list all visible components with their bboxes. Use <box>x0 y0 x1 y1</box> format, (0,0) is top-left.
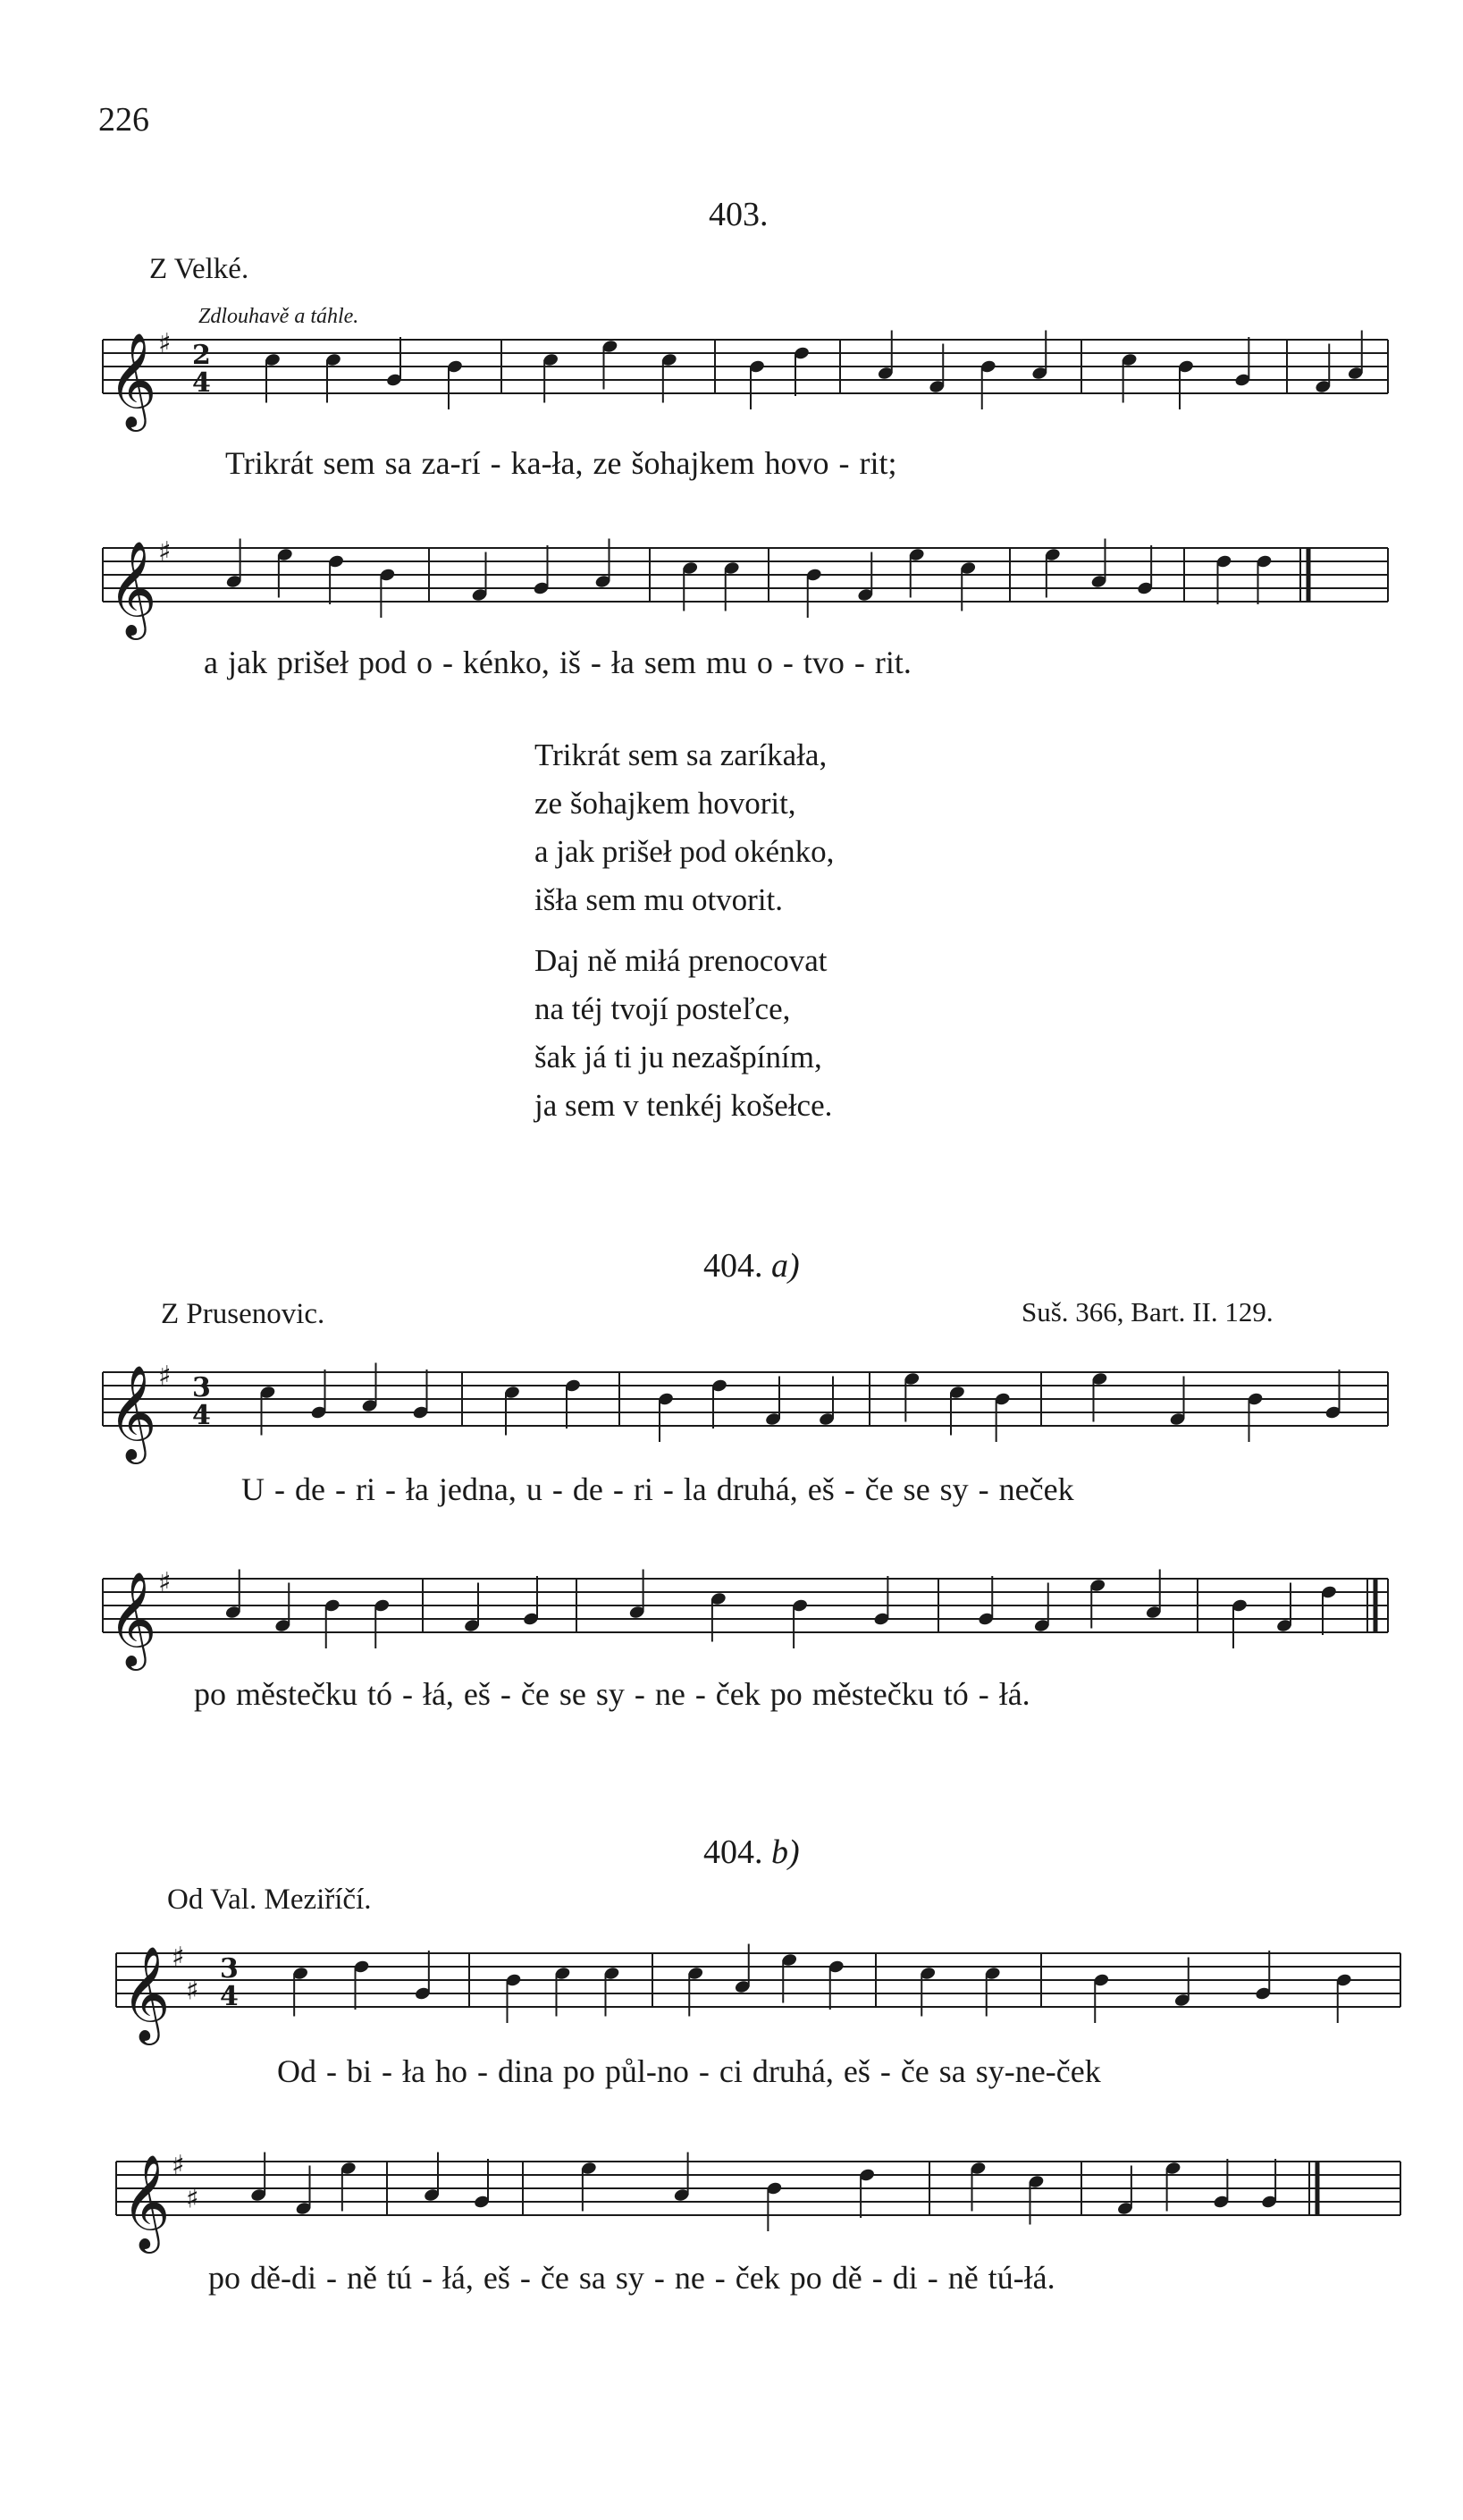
song-404b-lyrics-line-2: po dě-di - ně tú - łá, eš - če sa sy - ne - ček po dě - di - ně tú-łá. <box>208 2260 1055 2296</box>
verse-line: Trikrát sem sa zaríkała, <box>534 737 828 772</box>
sharp-icon: ♯ <box>158 1361 172 1392</box>
song-404a-lyrics-line-1: U - de - ri - ła jedna, u - de - ri - la druhá, eš - če se sy - neček <box>241 1471 1074 1507</box>
time-signature-denominator: 4 <box>192 1400 211 1431</box>
song-404a-variant: a) <box>771 1247 800 1285</box>
time-signature-numerator: 3 <box>220 1953 239 1985</box>
song-404b-lyrics-line-1: Od - bi - ła ho - dina po půl-no - ci druhá, eš - če sa sy-ne-ček <box>277 2053 1101 2089</box>
time-signature-denominator: 4 <box>192 367 211 399</box>
treble-clef-icon: 𝄞 <box>122 1945 171 2041</box>
song-404a-number-value: 404. <box>703 1247 763 1285</box>
song-403-lyrics-line-1: Trikrát sem sa za-rí - ka-ła, ze šohajkem hovo - rit; <box>225 445 897 481</box>
page-number: 226 <box>98 101 149 139</box>
treble-clef-icon: 𝄞 <box>108 1571 157 1666</box>
song-403-lyrics-line-2: a jak prišeł pod o - kénko, iš - ła sem mu o - tvo - rit. <box>204 645 912 680</box>
time-signature-denominator: 4 <box>220 1981 239 2012</box>
sharp-icon: ♯ <box>158 1567 172 1598</box>
verse-line: na téj tvojí posteľce, <box>534 991 791 1026</box>
treble-clef-icon: 𝄞 <box>122 2153 171 2249</box>
verse-line: šak já ti ju nezašpíním, <box>534 1040 822 1075</box>
song-404b-number-value: 404. <box>703 1833 763 1871</box>
treble-clef-icon: 𝄞 <box>108 540 157 636</box>
song-404b-origin: Od Val. Meziříčí. <box>167 1884 372 1916</box>
sharp-icon: ♯ <box>186 1975 199 2007</box>
verse-line: ja sem v tenkéj košełce. <box>534 1088 833 1123</box>
time-signature-numerator: 3 <box>192 1372 211 1403</box>
treble-clef-icon: 𝄞 <box>108 332 157 427</box>
sharp-icon: ♯ <box>158 328 172 359</box>
verse-line: a jak prišeł pod okénko, <box>534 834 835 869</box>
song-404a-origin: Z Prusenovic. <box>161 1298 325 1330</box>
verse-line: ze šohajkem hovorit, <box>534 786 796 821</box>
verse-line: išła sem mu otvorit. <box>534 882 784 917</box>
song-403-origin: Z Velké. <box>149 253 249 285</box>
verse-line: Daj ně miłá prenocovat <box>534 943 828 978</box>
time-signature-numerator: 2 <box>192 340 211 371</box>
sharp-icon: ♯ <box>186 2183 199 2215</box>
sharp-icon: ♯ <box>158 536 172 568</box>
song-404a-reference: Suš. 366, Bart. II. 129. <box>1022 1296 1274 1327</box>
song-403-tempo: Zdlouhavě a táhle. <box>198 305 359 328</box>
sharp-icon: ♯ <box>172 1942 185 1973</box>
sharp-icon: ♯ <box>172 2150 185 2181</box>
song-403-number: 403. <box>709 196 769 233</box>
song-404b-variant: b) <box>771 1833 800 1871</box>
treble-clef-icon: 𝄞 <box>108 1364 157 1460</box>
song-404a-lyrics-line-2: po městečku tó - łá, eš - če se sy - ne - ček po městečku tó - łá. <box>194 1676 1030 1712</box>
